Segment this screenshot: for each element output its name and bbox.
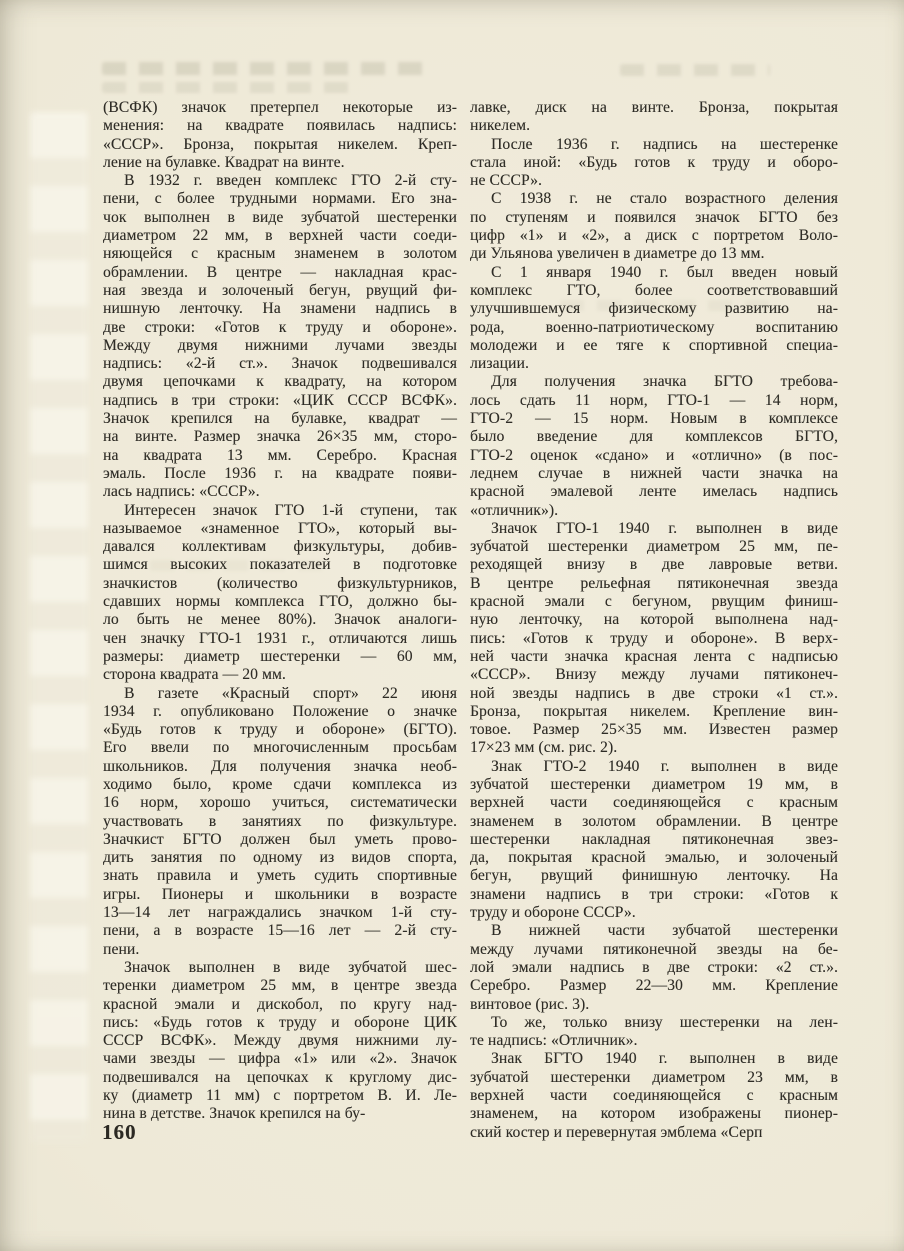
text-line: пени, с более трудными нормами. Его зна-	[103, 190, 457, 208]
paragraph	[470, 190, 838, 263]
text-line: С 1 января 1940 г. был введен новый	[491, 263, 838, 281]
margin-ghost-text	[30, 112, 88, 1142]
text-line: нишную ленточку. На знамени надпись в	[103, 300, 457, 318]
text-line: ная звезда и золоченый бегун, рвущий фи-	[103, 281, 457, 299]
paragraph	[470, 373, 838, 519]
paragraph	[103, 172, 457, 501]
text-line: В газете «Красный спорт» 22 июня	[124, 684, 457, 702]
text-line: зубчатой шестеренки диаметром 25 мм, пе-	[470, 538, 838, 556]
text-line: эмаль. После 1936 г. на квадрате появи-	[103, 464, 457, 482]
text-line: Интересен значок ГТО 1-й ступени, так	[124, 501, 457, 519]
text-line: СССР ВСФК». Между двумя нижними лу-	[103, 1032, 457, 1050]
text-line: «СССР». Бронза, покрытая никелем. Креп-	[103, 135, 457, 153]
text-line: знаменем в золотом обрамлении. В центре	[470, 812, 838, 830]
text-line: ной звезды надпись в две строки «1 ст.».	[470, 684, 838, 702]
text-line: товое. Размер 25×35 мм. Известен размер	[470, 721, 838, 739]
text-line: ло быть не менее 80%). Значок аналоги-	[103, 611, 457, 629]
text-line: улучшившемуся физическому развитию на-	[470, 300, 838, 318]
text-line: комплекс ГТО, более соответствовавший	[470, 281, 838, 299]
text-line: не СССР».	[470, 172, 543, 190]
text-line: школьников. Для получения значка необ-	[103, 757, 457, 775]
text-line: чами звезды — цифра «1» или «2». Значок	[103, 1050, 457, 1068]
text-line: лось сдать 11 норм, ГТО-1 — 14 норм,	[470, 391, 838, 409]
text-line: никелем.	[470, 117, 531, 135]
text-line: красной эмали и дискобол, по кругу над-	[103, 995, 457, 1013]
text-line: (ВСФК) значок претерпел некоторые из-	[103, 99, 457, 116]
text-line: между лучами пятиконечной звезды на бе-	[470, 940, 838, 958]
text-line: ди Ульянова увеличен в диаметре до 13 мм.	[470, 245, 765, 263]
text-line: 13—14 лет награждались значком 1-й сту-	[103, 904, 457, 922]
text-line: сторона квадрата — 20 мм.	[103, 666, 286, 684]
text-line: рода, военно-патриотическому воспитанию	[470, 318, 838, 336]
text-line: лизации.	[470, 355, 529, 373]
text-line: пись: «Готов к труду и обороне». В верх-	[470, 629, 838, 647]
text-line: дить занятия по одному из видов спорта,	[103, 849, 457, 867]
text-line: молодежи и ее тяге к спортивной специа-	[470, 336, 838, 354]
text-column-right	[470, 99, 838, 1142]
text-line: верхней части соединяющейся с красным	[470, 794, 838, 812]
text-line: подвешивался на цепочках к круглому дис-	[103, 1068, 457, 1086]
text-line: пени.	[103, 940, 140, 958]
text-line: Значок крепился на булавке, квадрат —	[103, 410, 457, 428]
text-line: ГТО-2 оценок «сдано» и «отлично» (в пос-	[470, 446, 838, 464]
text-line: винтовое (рис. 3).	[470, 995, 590, 1013]
text-line: нина в детстве. Значок крепился на бу-	[103, 1105, 366, 1123]
paragraph	[470, 1014, 838, 1051]
paragraph	[103, 959, 457, 1124]
text-line: зубчатой шестеренки диаметром 19 мм, в	[470, 775, 838, 793]
text-line: на винте. Размер значка 26×35 мм, сторо-	[103, 428, 457, 446]
text-line: лась надпись: «СССР».	[103, 483, 260, 501]
text-line: чок выполнен в виде зубчатой шестеренки	[103, 208, 457, 226]
text-line: пени, а в возрасте 15—16 лет — 2-й сту-	[103, 922, 457, 940]
text-line: реходящей внизу в две лавровые ветви.	[470, 556, 838, 574]
paragraph	[103, 685, 457, 959]
text-line: верхней части соединяющейся с красным	[470, 1087, 838, 1105]
text-line: Серебро. Размер 22—30 мм. Крепление	[470, 977, 838, 995]
text-line: труду и обороне СССР».	[470, 904, 636, 922]
text-line: те надпись: «Отличник».	[470, 1032, 638, 1050]
text-line: игры. Пионеры и школьники в возрасте	[103, 885, 457, 903]
text-line: ходимо было, кроме сдачи комплекса из	[103, 775, 457, 793]
text-line: участвовать в занятиях по физкультуре.	[103, 812, 457, 830]
text-line: Бронза, покрытая никелем. Крепление вин-	[470, 702, 838, 720]
text-line: 16 норм, хорошо учиться, систематически	[103, 794, 457, 812]
paragraph	[470, 520, 838, 758]
text-line: После 1936 г. надпись на шестеренке	[491, 135, 838, 153]
text-line: надпись в три строки: «ЦИК СССР ВСФК».	[103, 391, 457, 409]
paragraph	[470, 1050, 838, 1141]
text-line: ную ленточку, на которой выполнена над-	[470, 611, 838, 629]
text-line: лой эмали надпись в две строки: «2 ст.».	[470, 958, 838, 976]
text-line: В 1932 г. введен комплекс ГТО 2-й сту-	[124, 172, 457, 190]
text-line: знать правила и уметь судить спортивные	[103, 867, 457, 885]
text-line: обрамлении. В центре — накладная крас-	[103, 263, 457, 281]
text-line: стала иной: «Будь готов к труду и оборо-	[470, 153, 838, 171]
text-column-left	[103, 99, 457, 1124]
text-line: С 1938 г. не стало возрастного деления	[491, 190, 838, 208]
text-line: менения: на квадрате появилась надпись:	[103, 117, 457, 135]
text-line: шимся высоких показателей в подготовке	[103, 556, 457, 574]
text-line: ление на булавке. Квадрат на винте.	[103, 153, 345, 171]
text-line: знаменем, на котором изображены пионер-	[470, 1105, 838, 1123]
text-line: две строки: «Готов к труду и обороне».	[103, 318, 457, 336]
text-line: на квадрата 13 мм. Серебро. Красная	[103, 446, 457, 464]
text-line: красной эмали с бегуном, рвущим финиш-	[470, 593, 838, 611]
paragraph	[470, 758, 838, 923]
text-line: Значок выполнен в виде зубчатой шес-	[124, 958, 457, 976]
text-line: бегун, рвущий финишную ленточку. На	[470, 867, 838, 885]
text-line: двумя цепочками к квадрату, на котором	[103, 373, 457, 391]
text-line: цифр «1» и «2», а диск с портретом Воло-	[470, 227, 838, 245]
text-line: «Будь готов к труду и обороне» (БГТО).	[103, 721, 457, 739]
page-number: 160	[102, 1120, 137, 1144]
text-line: ку (диаметр 11 мм) с портретом В. И. Ле-	[103, 1087, 457, 1105]
text-line: красной эмалевой ленте имелась надпись	[470, 483, 838, 501]
text-line: сдавших нормы комплекса ГТО, должно бы-	[103, 593, 457, 611]
text-line: Знак ГТО-2 1940 г. выполнен в виде	[491, 757, 838, 775]
showthrough-smudge	[102, 82, 352, 93]
text-line: То же, только внизу шестеренки на лен-	[491, 1013, 838, 1031]
text-line: надпись: «2-й ст.». Значок подвешивался	[103, 355, 457, 373]
paragraph	[103, 502, 457, 685]
text-line: шестеренки накладная пятиконечная звез-	[470, 830, 838, 848]
text-line: Значкист БГТО должен был уметь прово-	[103, 830, 457, 848]
text-line: леднем случае в нижней части значка на	[470, 464, 838, 482]
paragraph	[470, 922, 838, 1013]
text-line: няющейся с красным знаменем в золотом	[103, 245, 457, 263]
showthrough-smudge	[102, 62, 434, 75]
paragraph	[470, 99, 838, 136]
text-line: по ступеням и появился значок БГТО без	[470, 208, 838, 226]
text-line: ней части значка красная лента с надписью	[470, 647, 838, 665]
text-line: Значок ГТО-1 1940 г. выполнен в виде	[491, 519, 838, 537]
text-line: называемое «знаменное ГТО», который вы-	[103, 519, 457, 537]
text-line: Для получения значка БГТО требова-	[491, 373, 838, 391]
text-line: давался коллективам физкультуры, добив-	[103, 538, 457, 556]
text-line: зубчатой шестеренки диаметром 23 мм, в	[470, 1068, 838, 1086]
text-line: значкистов (количество физкультурников,	[103, 574, 457, 592]
text-line: 1934 г. опубликовано Положение о значке	[103, 702, 457, 720]
text-line: лавке, диск на винте. Бронза, покрытая	[470, 99, 838, 116]
text-line: было введение для комплексов БГТО,	[470, 428, 838, 446]
text-line: чен значку ГТО-1 1931 г., отличаются лишь	[103, 629, 457, 647]
text-line: диаметром 22 мм, в верхней части соеди-	[103, 227, 457, 245]
text-line: Его ввели по многочисленным просьбам	[103, 739, 457, 757]
text-line: теренки диаметром 25 мм, в центре звезда	[103, 977, 457, 995]
paragraph	[103, 99, 457, 172]
text-line: В нижней части зубчатой шестеренки	[491, 922, 838, 940]
showthrough-smudge	[620, 64, 770, 76]
paragraph	[470, 136, 838, 191]
text-line: «СССР». Внизу между лучами пятиконеч-	[470, 666, 838, 684]
text-line: ГТО-2 — 15 норм. Новым в комплексе	[470, 410, 838, 428]
text-line: 17×23 мм (см. рис. 2).	[470, 739, 618, 757]
text-line: ский костер и перевернутая эмблема «Серп	[470, 1123, 763, 1141]
text-line: да, покрытая красной эмалью, и золоченый	[470, 849, 838, 867]
paragraph	[470, 264, 838, 374]
text-line: Между двумя нижними лучами звезды	[103, 336, 457, 354]
text-line: «отличник»).	[470, 501, 559, 519]
text-line: размеры: диаметр шестеренки — 60 мм,	[103, 647, 457, 665]
text-line: В центре рельефная пятиконечная звезда	[470, 574, 838, 592]
text-line: пись: «Будь готов к труду и обороне ЦИК	[103, 1013, 457, 1031]
text-line: Знак БГТО 1940 г. выполнен в виде	[491, 1050, 838, 1068]
text-line: знамени надпись в три строки: «Готов к	[470, 885, 838, 903]
